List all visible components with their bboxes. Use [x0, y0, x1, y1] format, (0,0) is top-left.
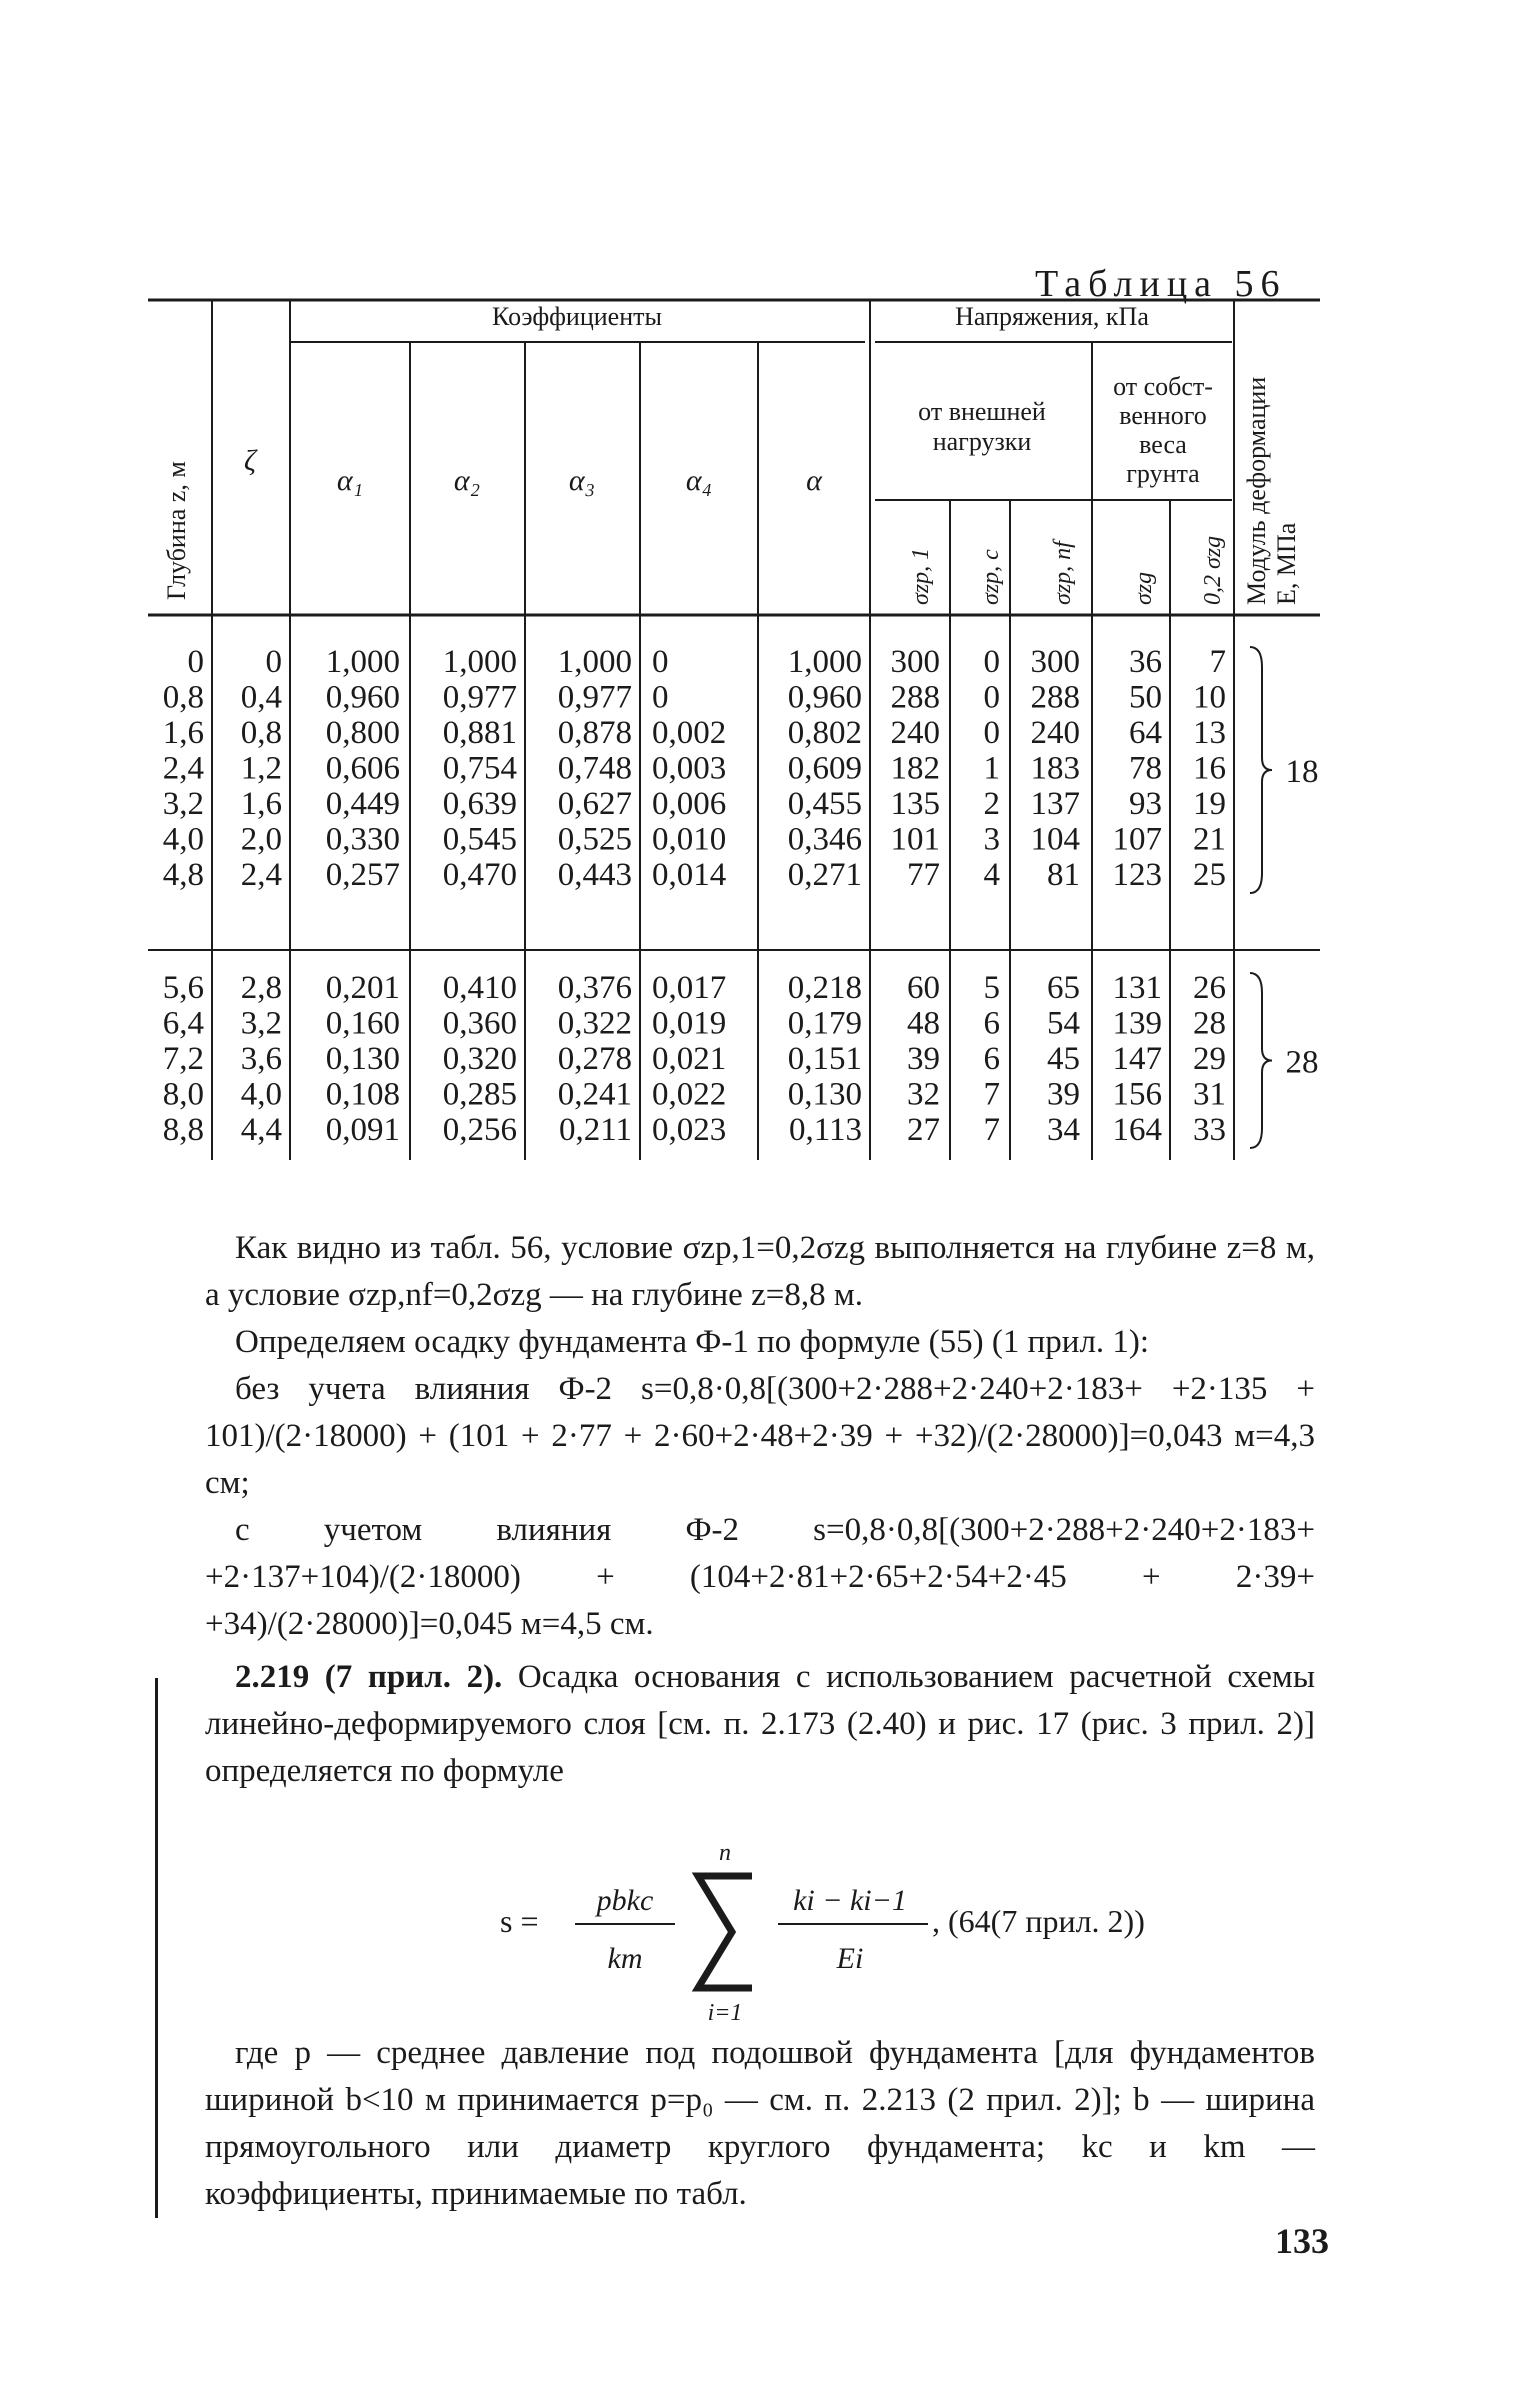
coefficients-header: Коэффициенты: [492, 302, 662, 331]
table-cell: 1: [983, 750, 1000, 787]
sum-upper-limit: n: [719, 1840, 731, 1866]
table-cell: 64: [1129, 715, 1162, 751]
table-cell: 1,2: [240, 750, 282, 787]
table-cell: 0: [652, 644, 669, 680]
table-cell: 0,470: [442, 857, 517, 893]
table-cell: 6: [983, 1041, 1000, 1077]
table-cell: 0: [265, 644, 282, 680]
modulus-value: 28: [1285, 1044, 1319, 1081]
table-cell: 0,525: [557, 821, 632, 858]
sigma-sign: [698, 1876, 752, 1988]
table-cell: 54: [1047, 1005, 1080, 1042]
table-cell: 183: [1030, 750, 1080, 787]
sigma-header-4: σzg: [1131, 571, 1157, 605]
table-cell: 5: [983, 970, 1000, 1006]
table-cell: 0,545: [442, 821, 517, 858]
table-cell: 3,6: [240, 1041, 282, 1077]
table-cell: 0,271: [787, 857, 862, 893]
formula-lhs: s =: [500, 1903, 539, 1939]
table-cell: 6: [983, 1005, 1000, 1042]
formula-numerator: pbkc: [596, 1884, 654, 1917]
table-cell: 39: [1047, 1076, 1080, 1113]
paragraph-with-influence: с учетом влияния Ф-2 s=0,8·0,8[(300+2·288+2·240+2·183+ +2·137+104)/(2·18000) + (104+2·81+2·65+2·54+2·45 + 2·39+ +34)/(2·28000)]=0,045 м=4,5 см.: [205, 1512, 1315, 1642]
table-cell: 0: [983, 679, 1000, 716]
table-cell: 0,410: [442, 970, 517, 1006]
table-cell: 48: [907, 1005, 940, 1042]
group-brace: [1250, 973, 1272, 1148]
table-cell: 0,257: [325, 857, 400, 893]
table-cell: 13: [1193, 715, 1226, 751]
table-cell: 0,639: [442, 786, 517, 822]
alpha-header-4: α₄: [685, 464, 713, 497]
table-cell: 19: [1193, 786, 1226, 822]
table-cell: 2,0: [240, 821, 282, 858]
table-cell: 0,960: [325, 679, 400, 716]
modulus-header-line2: E, МПа: [1272, 522, 1301, 605]
paragraph-2219: [205, 1654, 1315, 1795]
table-cell: 0,330: [325, 821, 400, 858]
table-cell: 147: [1112, 1041, 1162, 1077]
table-cell: 164: [1112, 1112, 1162, 1148]
modulus-value: 18: [1285, 754, 1319, 790]
table-cell: 2,4: [240, 857, 282, 893]
table-cell: 0,218: [787, 970, 862, 1006]
table-cell: 0,108: [325, 1076, 400, 1113]
table-cell: 0,449: [325, 786, 400, 822]
table-cell: 240: [1030, 715, 1080, 751]
table-cell: 0,014: [652, 857, 727, 893]
table-cell: 0,8: [162, 679, 204, 716]
table-cell: 139: [1112, 1005, 1162, 1042]
table-cell: 45: [1047, 1041, 1080, 1077]
sigma-header-5: 0,2 σzg: [1200, 535, 1226, 605]
table-cell: 0,802: [787, 715, 862, 751]
table-cell: 0,977: [442, 679, 517, 716]
table-cell: 0,322: [557, 1005, 632, 1042]
page-number: 133: [1275, 2221, 1329, 2261]
own-weight-header-line4: грунта: [1126, 459, 1200, 488]
table-cell: 2: [983, 786, 1000, 822]
table-cell: 78: [1129, 750, 1162, 787]
table-cell: 1,000: [325, 644, 400, 680]
table-cell: 135: [890, 786, 940, 822]
table-cell: 7: [1209, 644, 1226, 680]
depth-header: Глубина z, м: [162, 461, 191, 600]
table-cell: 0,256: [442, 1112, 517, 1148]
inner-denominator: Ei: [836, 1942, 864, 1975]
table-cell: 0,278: [557, 1041, 632, 1077]
table-cell: 31: [1193, 1076, 1226, 1113]
table-cell: 3,2: [240, 1005, 282, 1042]
table-cell: 0,022: [652, 1076, 727, 1113]
table-cell: 107: [1112, 821, 1162, 858]
table-cell: 0,977: [557, 679, 632, 716]
table-cell: 0,021: [652, 1041, 727, 1077]
section-number: 2.219 (7 прил. 2).: [235, 1659, 503, 1695]
table-cell: 0: [187, 644, 204, 680]
sigma-header-3: σzp, nf: [1050, 541, 1076, 605]
table-cell: 288: [1030, 679, 1080, 716]
alpha-header-1: α₁: [336, 464, 364, 497]
table-cell: 0,160: [325, 1005, 400, 1042]
table-cell: 131: [1112, 970, 1162, 1006]
table-cell: 0,800: [325, 715, 400, 751]
table-cell: 5,6: [162, 970, 204, 1006]
table-cell: 81: [1047, 857, 1080, 893]
table-cell: 26: [1193, 970, 1226, 1006]
table-cell: 4,0: [162, 821, 204, 858]
table-cell: 0,443: [557, 857, 632, 893]
table-cell: 0,130: [787, 1076, 862, 1113]
table-cell: 3,2: [162, 786, 204, 822]
table-cell: 0,455: [787, 786, 862, 822]
table-cell: 240: [890, 715, 940, 751]
table-cell: 0: [983, 715, 1000, 751]
table-cell: 0,360: [442, 1005, 517, 1042]
sum-lower-limit: i=1: [707, 2000, 743, 2026]
own-weight-header-line1: от собст-: [1113, 372, 1213, 401]
table-cell: 0,113: [788, 1112, 862, 1148]
table-cell: 0,960: [787, 679, 862, 716]
table-cell: 32: [907, 1076, 940, 1113]
alpha-header-5: α: [806, 464, 822, 497]
table-cell: 0,609: [787, 750, 862, 787]
settlement-formula: [500, 1830, 1320, 2030]
table-cell: 7: [983, 1112, 1000, 1148]
table-cell: 0,881: [442, 715, 517, 751]
table-cell: 0,606: [325, 750, 400, 787]
table-cell: 0,003: [652, 750, 727, 787]
table-cell: 0,091: [325, 1112, 400, 1148]
table-cell: 50: [1129, 679, 1162, 716]
table-cell: 0,151: [787, 1041, 862, 1077]
table-cell: 8,0: [162, 1076, 204, 1113]
table-cell: 0: [983, 644, 1000, 680]
table-cell: 4,4: [240, 1112, 282, 1148]
inner-numerator: ki − ki−1: [793, 1884, 907, 1917]
table-cell: 182: [890, 750, 940, 787]
table-cell: 156: [1112, 1076, 1162, 1113]
table-cell: 0,754: [442, 750, 517, 787]
own-weight-header-line2: венного: [1119, 401, 1207, 430]
table-cell: 0,285: [442, 1076, 517, 1113]
table-cell: 60: [907, 970, 940, 1006]
table-cell: 39: [907, 1041, 940, 1077]
sigma-header-2: σzp, c: [978, 549, 1004, 605]
table-cell: 7: [983, 1076, 1000, 1113]
table-cell: 300: [1030, 644, 1080, 680]
margin-rule: [155, 1678, 158, 2218]
table-cell: 1,6: [162, 715, 204, 751]
table-cell: 4,8: [162, 857, 204, 893]
external-load-header-line1: от внешней: [918, 397, 1046, 426]
table-cell: 21: [1193, 821, 1226, 858]
table-cell: 28: [1193, 1005, 1226, 1042]
table-cell: 2,8: [240, 970, 282, 1006]
table-cell: 0,023: [652, 1112, 727, 1148]
modulus-header-line1: Модуль деформации: [1242, 376, 1271, 605]
body-text-continued: [205, 2030, 1315, 2218]
table-cell: 2,4: [162, 750, 204, 787]
table-cell: 0,748: [557, 750, 632, 787]
table-cell: 33: [1193, 1112, 1226, 1148]
table-cell: 4: [983, 857, 1000, 893]
table-cell: 6,4: [162, 1005, 204, 1042]
table-cell: 0,878: [557, 715, 632, 751]
table-cell: 0,627: [557, 786, 632, 822]
table-cell: 104: [1030, 821, 1080, 858]
table-cell: 36: [1129, 644, 1162, 680]
paragraph-without-influence: без учета влияния Ф-2 s=0,8·0,8[(300+2·288+2·240+2·183+ +2·135 + 101)/(2·18000) + (101 + 2·77 + 2·60+2·48+2·39 + +32)/(2·28000)]=0,043 м=4,3 см;: [205, 1371, 1315, 1501]
table-cell: 0,179: [787, 1005, 862, 1042]
table-cell: 300: [890, 644, 940, 680]
table-cell: 29: [1193, 1041, 1226, 1077]
table-cell: 101: [890, 821, 940, 858]
own-weight-header-line3: веса: [1139, 430, 1187, 459]
paragraph-settlement-intro: Определяем осадку фундамента Ф-1 по формуле (55) (1 прил. 1):: [235, 1324, 1150, 1360]
table-cell: 0,376: [557, 970, 632, 1006]
table-cell: 0,241: [557, 1076, 632, 1113]
table-cell: 0,4: [240, 679, 282, 716]
table-cell: 25: [1193, 857, 1226, 893]
table-cell: 8,8: [162, 1112, 204, 1148]
table-cell: 0,002: [652, 715, 727, 751]
table-cell: 1,000: [442, 644, 517, 680]
table-cell: 0,019: [652, 1005, 727, 1042]
table-cell: 93: [1129, 786, 1162, 822]
table-cell: 0,006: [652, 786, 727, 822]
table-cell: 77: [907, 857, 940, 893]
table-cell: 0: [652, 679, 669, 716]
table-cell: 7,2: [162, 1041, 204, 1077]
table-cell: 34: [1047, 1112, 1080, 1148]
table-cell: 0,017: [652, 970, 727, 1006]
alpha-header-3: α₃: [568, 464, 596, 497]
table-cell: 0,010: [652, 821, 727, 858]
table-cell: 288: [890, 679, 940, 716]
table-cell: 137: [1030, 786, 1080, 822]
table-cell: 0,8: [240, 715, 282, 751]
alpha-header-2: α₂: [453, 464, 481, 497]
sigma-header-1: σzp, 1: [908, 547, 934, 605]
table-cell: 1,000: [557, 644, 632, 680]
zeta-header: ζ: [243, 444, 257, 477]
table-cell: 0,211: [558, 1112, 632, 1148]
table-cell: 0,346: [787, 821, 862, 858]
table-cell: 0,201: [325, 970, 400, 1006]
paragraph-conclusion: Как видно из табл. 56, условие σzp,1=0,2σzg выполняется на глубине z=8 м, а условие σzp,nf=0,2σzg — на глубине z=8,8 м.: [205, 1230, 1315, 1313]
table-cell: 1,6: [240, 786, 282, 822]
table-cell: 3: [983, 821, 1000, 858]
table-cell: 16: [1193, 750, 1226, 787]
section-text: Осадка основания с использованием расчетной схемы линейно-деформируемого слоя [см. п. 2.173 (2.40) и рис. 17 (рис. 3 прил. 2)] определяется по формуле: [205, 1659, 1315, 1789]
table-cell: 0,320: [442, 1041, 517, 1077]
table-cell: 123: [1112, 857, 1162, 893]
body-text: [205, 1225, 1315, 1795]
table-title: Таблица 56: [1035, 263, 1287, 305]
external-load-header-line2: нагрузки: [932, 427, 1032, 456]
table-cell: 27: [907, 1112, 940, 1148]
paragraph-where: где p — среднее давление под подошвой фундамента [для фундаментов шириной b<10 м принимается p=p₀ — см. п. 2.213 (2 прил. 2)]; b — ширина прямоугольного или диаметр круглого фундамента; kc и km — коэффициенты, принимаемые по табл.: [205, 2035, 1315, 2212]
table-cell: 10: [1193, 679, 1226, 716]
formula-denominator: km: [607, 1942, 643, 1975]
table-cell: 0,130: [325, 1041, 400, 1077]
table-cell: 1,000: [787, 644, 862, 680]
group-brace: [1250, 647, 1272, 893]
table-cell: 65: [1047, 970, 1080, 1006]
table-cell: 4,0: [240, 1076, 282, 1113]
stresses-header: Напряжения, кПа: [955, 302, 1149, 331]
formula-label: , (64(7 прил. 2)): [932, 1903, 1145, 1939]
